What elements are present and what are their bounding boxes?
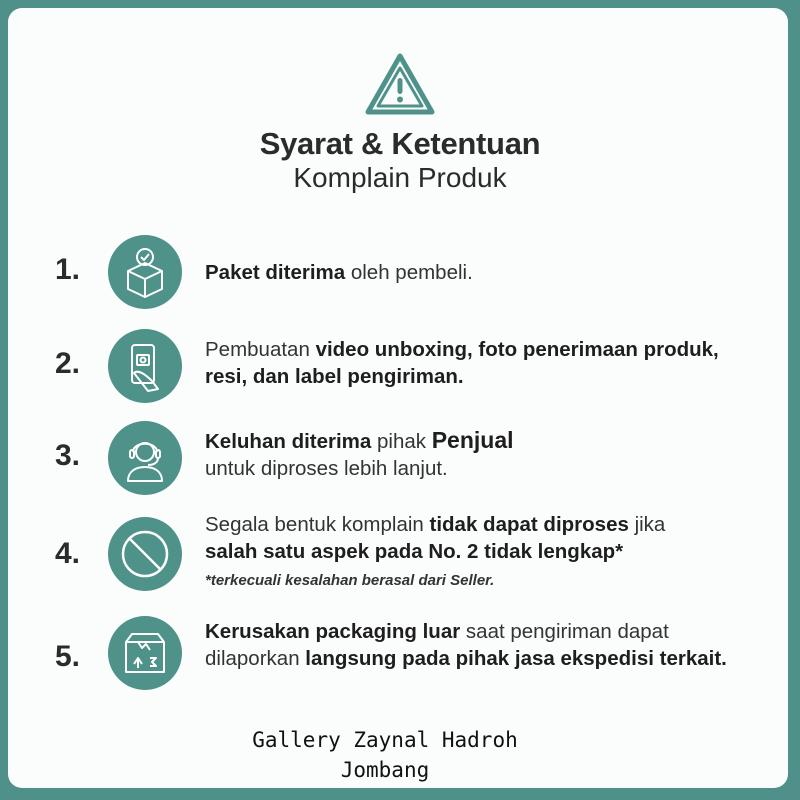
item-number: 4.: [55, 537, 81, 570]
item-number: 5.: [55, 640, 81, 673]
item-text: Pembuatan video unboxing, foto penerimaan produk, resi, dan label pengiriman.: [205, 338, 719, 388]
page-title: Syarat & Ketentuan: [259, 126, 541, 161]
page-subtitle: Komplain Produk: [293, 162, 507, 193]
item-footnote: *terkecuali kesalahan berasal dari Seller.: [205, 572, 495, 589]
item-text: Segala bentuk komplain tidak dapat diproses jika salah satu aspek pada No. 2 tidak lengkap* *terkecuali kesalahan berasal dari Seller.: [205, 513, 666, 589]
item-number: 2.: [55, 347, 81, 380]
item-text: Paket diterima oleh pembeli.: [205, 261, 473, 284]
item-number: 1.: [55, 253, 81, 286]
warning-triangle-icon: [364, 52, 436, 116]
damaged-box-icon: [108, 616, 182, 690]
item-text: Kerusakan packaging luar saat pengiriman dapat dilaporkan langsung pada pihak jasa ekspedisi terkait.: [205, 620, 727, 670]
footer-store-name: Gallery Zaynal Hadroh: [252, 728, 518, 752]
prohibited-icon: [108, 517, 182, 591]
package-check-icon: [108, 235, 182, 309]
customer-service-icon: [108, 421, 182, 495]
footer-location: Jombang: [340, 758, 430, 782]
phone-camera-icon: [108, 329, 182, 403]
item-number: 3.: [55, 439, 81, 472]
item-text: Keluhan diterima pihak Penjual untuk diproses lebih lanjut.: [205, 427, 514, 480]
